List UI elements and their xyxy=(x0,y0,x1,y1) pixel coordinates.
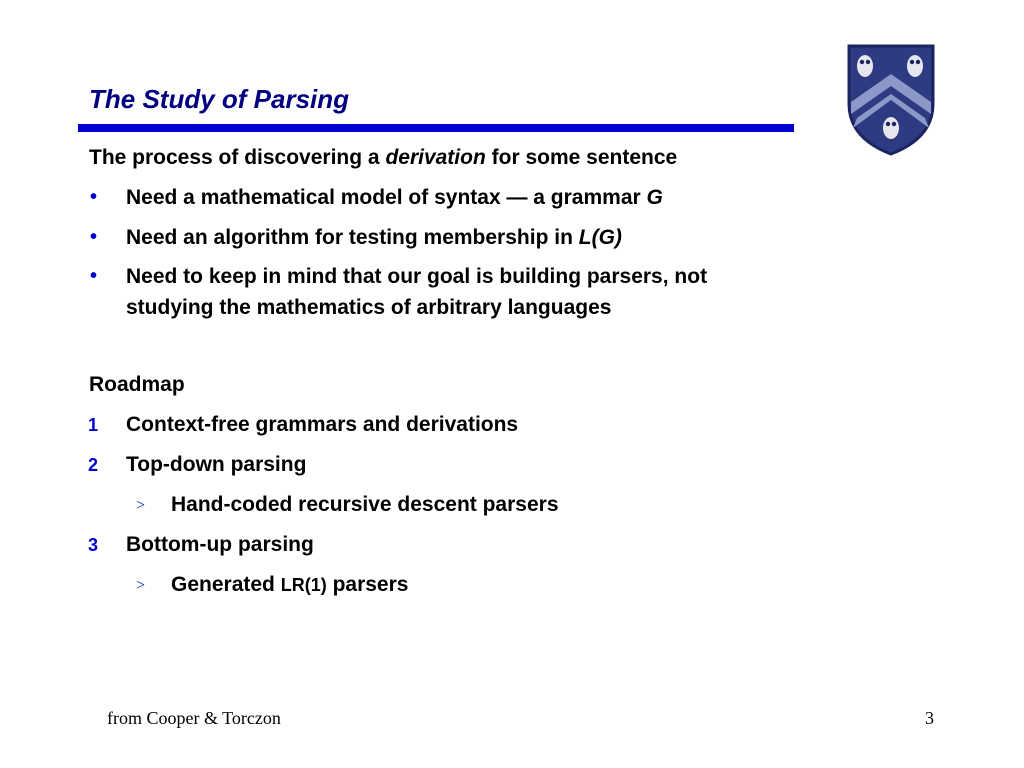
sub-text-suffix: parsers xyxy=(332,573,409,596)
bullet-icon: • xyxy=(90,265,98,287)
rice-crest-logo xyxy=(845,42,937,156)
bullet-item-grammar xyxy=(126,186,663,210)
slide-title: The Study of Parsing xyxy=(89,84,350,114)
roadmap-number: 2 xyxy=(88,455,99,475)
bullet-item-goal-line2: studying the mathematics of arbitrary languages xyxy=(126,296,612,319)
intro-line xyxy=(89,146,677,170)
sub-text: Generated xyxy=(171,573,275,596)
bullet-icon: • xyxy=(90,186,98,208)
owl-icon xyxy=(857,55,873,77)
bullet-text: Need an algorithm for testing membership in xyxy=(126,226,573,249)
roadmap-item-bottomup: Bottom-up parsing xyxy=(126,533,314,556)
bullet-text: Need a mathematical model of syntax — a grammar xyxy=(126,186,641,209)
bullet-item-goal-line1: Need to keep in mind that our goal is building parsers, not xyxy=(126,265,708,288)
footer-source: from Cooper & Torczon xyxy=(107,708,281,728)
roadmap-item-topdown: Top-down parsing xyxy=(126,453,307,476)
page-number: 3 xyxy=(925,708,934,728)
roadmap-item-cfg: Context-free grammars and derivations xyxy=(126,413,519,436)
intro-text: The process of discovering a xyxy=(89,146,380,169)
owl-icon xyxy=(907,55,923,77)
roadmap-subitem-generated-lr1 xyxy=(171,573,408,597)
roadmap-subitem-recursive-descent: Hand-coded recursive descent parsers xyxy=(171,493,559,516)
bullet-icon: • xyxy=(90,226,98,248)
lr1-label: LR(1) xyxy=(280,575,327,595)
bullet-italic: G xyxy=(646,186,663,209)
sub-marker-icon: > xyxy=(136,497,146,514)
bullet-italic: L(G) xyxy=(578,226,622,249)
roadmap-number: 1 xyxy=(88,415,99,435)
title-rule xyxy=(78,124,794,132)
bullet-item-membership xyxy=(126,226,622,250)
intro-derivation: derivation xyxy=(385,146,486,169)
roadmap-heading: Roadmap xyxy=(89,373,185,396)
roadmap-number: 3 xyxy=(88,535,99,555)
intro-suffix: for some sentence xyxy=(491,146,678,169)
sub-marker-icon: > xyxy=(136,577,146,594)
owl-icon xyxy=(883,117,899,139)
